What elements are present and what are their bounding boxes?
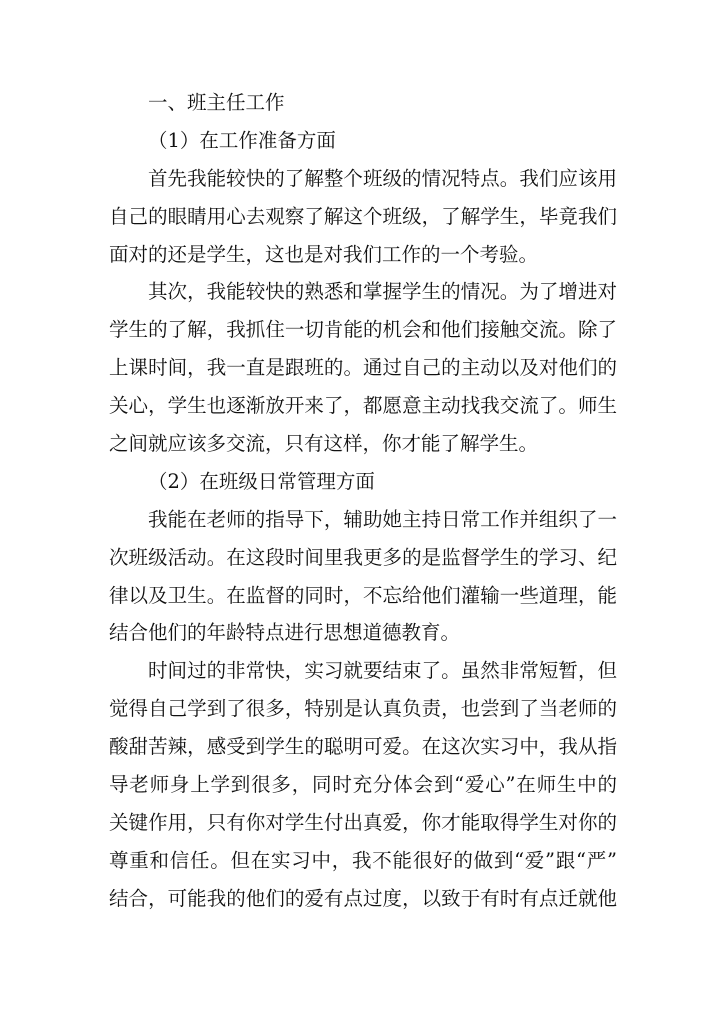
paragraph-line: 时间过的非常快，实习就要结束了。虽然非常短暂，但 [148,659,617,683]
paragraph-line: 尊重和信任。但在实习中，我不能很好的做到“爱”跟“严” [109,848,617,872]
paragraph-line: 次班级活动。在这段时间里我更多的是监督学生的学习、纪 [109,545,617,569]
document-body [109,84,617,918]
paragraph-line: 其次，我能较快的熟悉和掌握学生的情况。为了增进对 [148,280,617,304]
subsection-heading-management: （2）在班级日常管理方面 [148,469,375,493]
section-heading: 一、班主任工作 [148,91,285,114]
paragraph-line: 我能在老师的指导下，辅助她主持日常工作并组织了一 [148,507,617,531]
subsection-heading-preparation: （1）在工作准备方面 [148,128,336,152]
paragraph-line: 首先我能较快的了解整个班级的情况特点。我们应该用 [148,166,617,190]
paragraph-line: 关心，学生也逐渐放开来了，都愿意主动找我交流了。师生 [109,394,617,418]
paragraph-line: 导老师身上学到很多，同时充分体会到“爱心”在师生中的 [109,773,617,797]
paragraph-line: 学生的了解，我抓住一切肯能的机会和他们接触交流。除了 [109,318,617,342]
paragraph-line: 觉得自己学到了很多，特别是认真负责，也尝到了当老师的 [109,697,617,721]
paragraph-line: 酸甜苦辣，感受到学生的聪明可爱。在这次实习中，我从指 [109,735,617,759]
paragraph-line: 面对的还是学生，这也是对我们工作的一个考验。 [109,242,539,266]
paragraph-line: 上课时间，我一直是跟班的。通过自己的主动以及对他们的 [109,356,617,380]
paragraph-line: 之间就应该多交流，只有这样，你才能了解学生。 [109,432,539,456]
paragraph-line: 自己的眼睛用心去观察了解这个班级，了解学生，毕竟我们 [109,204,617,228]
paragraph-line: 结合，可能我的他们的爱有点过度，以致于有时有点迁就他 [109,886,617,910]
paragraph-line: 结合他们的年龄特点进行思想道德教育。 [109,621,461,645]
paragraph-line: 关键作用，只有你对学生付出真爱，你才能取得学生对你的 [109,810,617,834]
paragraph-line: 律以及卫生。在监督的同时，不忘给他们灌输一些道理，能 [109,583,617,607]
